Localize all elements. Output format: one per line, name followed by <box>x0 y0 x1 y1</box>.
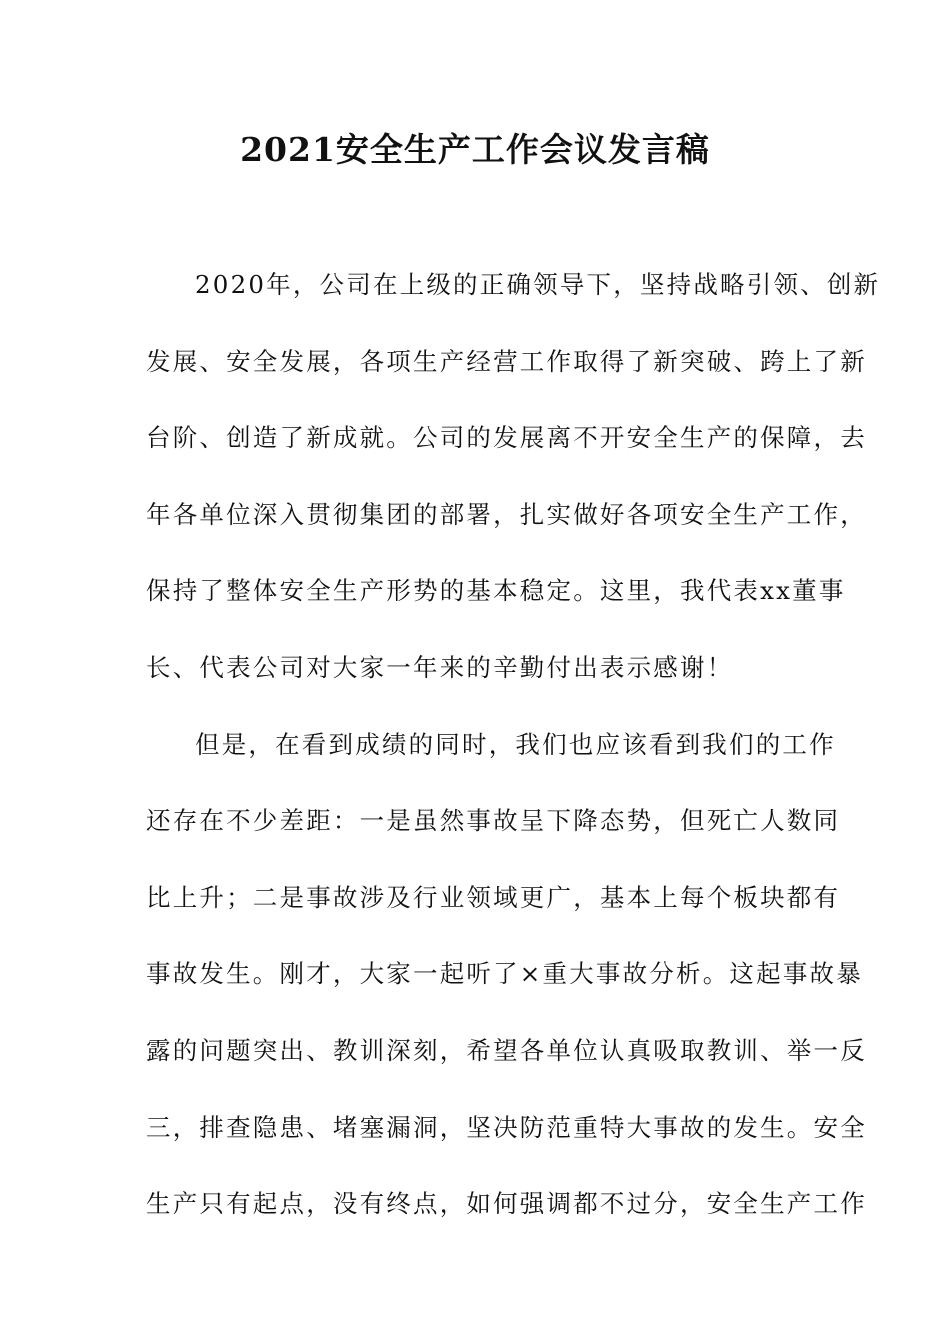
paragraph-2-line-1: 但是，在看到成绩的同时，我们也应该看到我们的工作 <box>195 729 836 759</box>
paragraph-1-line-6: 长、代表公司对大家一年来的辛勤付出表示感谢！ <box>146 652 734 682</box>
paragraph-2-line-6: 三，排查隐患、堵塞漏洞，坚决防范重特大事故的发生。安全 <box>146 1112 867 1142</box>
paragraph-2-line-3: 比上升；二是事故涉及行业领域更广，基本上每个板块都有 <box>146 882 841 912</box>
document-body <box>146 262 881 1258</box>
paragraph-1-line-4: 年各单位深入贯彻集团的部署，扎实做好各项安全生产工作， <box>146 499 867 529</box>
paragraph-2-line-7: 生产只有起点，没有终点，如何强调都不过分，安全生产工作 <box>146 1189 867 1219</box>
paragraph-1-line-1: 2020年，公司在上级的正确领导下，坚持战略引领、创新 <box>195 270 881 299</box>
paragraph-1-line-3: 台阶、创造了新成就。公司的发展离不开安全生产的保障，去 <box>146 423 867 453</box>
document-title: 2021安全生产工作会议发言稿 <box>240 130 710 169</box>
paragraph-2-line-2: 还存在不少差距：一是虽然事故呈下降态势，但死亡人数同 <box>146 806 841 836</box>
paragraph-1-line-2: 发展、安全发展，各项生产经营工作取得了新突破、跨上了新 <box>146 346 867 376</box>
paragraph-2-line-5: 露的问题突出、教训深刻，希望各单位认真吸取教训、举一反 <box>146 1035 867 1065</box>
paragraph-1-line-5: 保持了整体安全生产形势的基本稳定。这里，我代表xx董事 <box>146 576 846 606</box>
paragraph-2-line-4: 事故发生。刚才，大家一起听了×重大事故分析。这起事故暴 <box>146 959 863 989</box>
